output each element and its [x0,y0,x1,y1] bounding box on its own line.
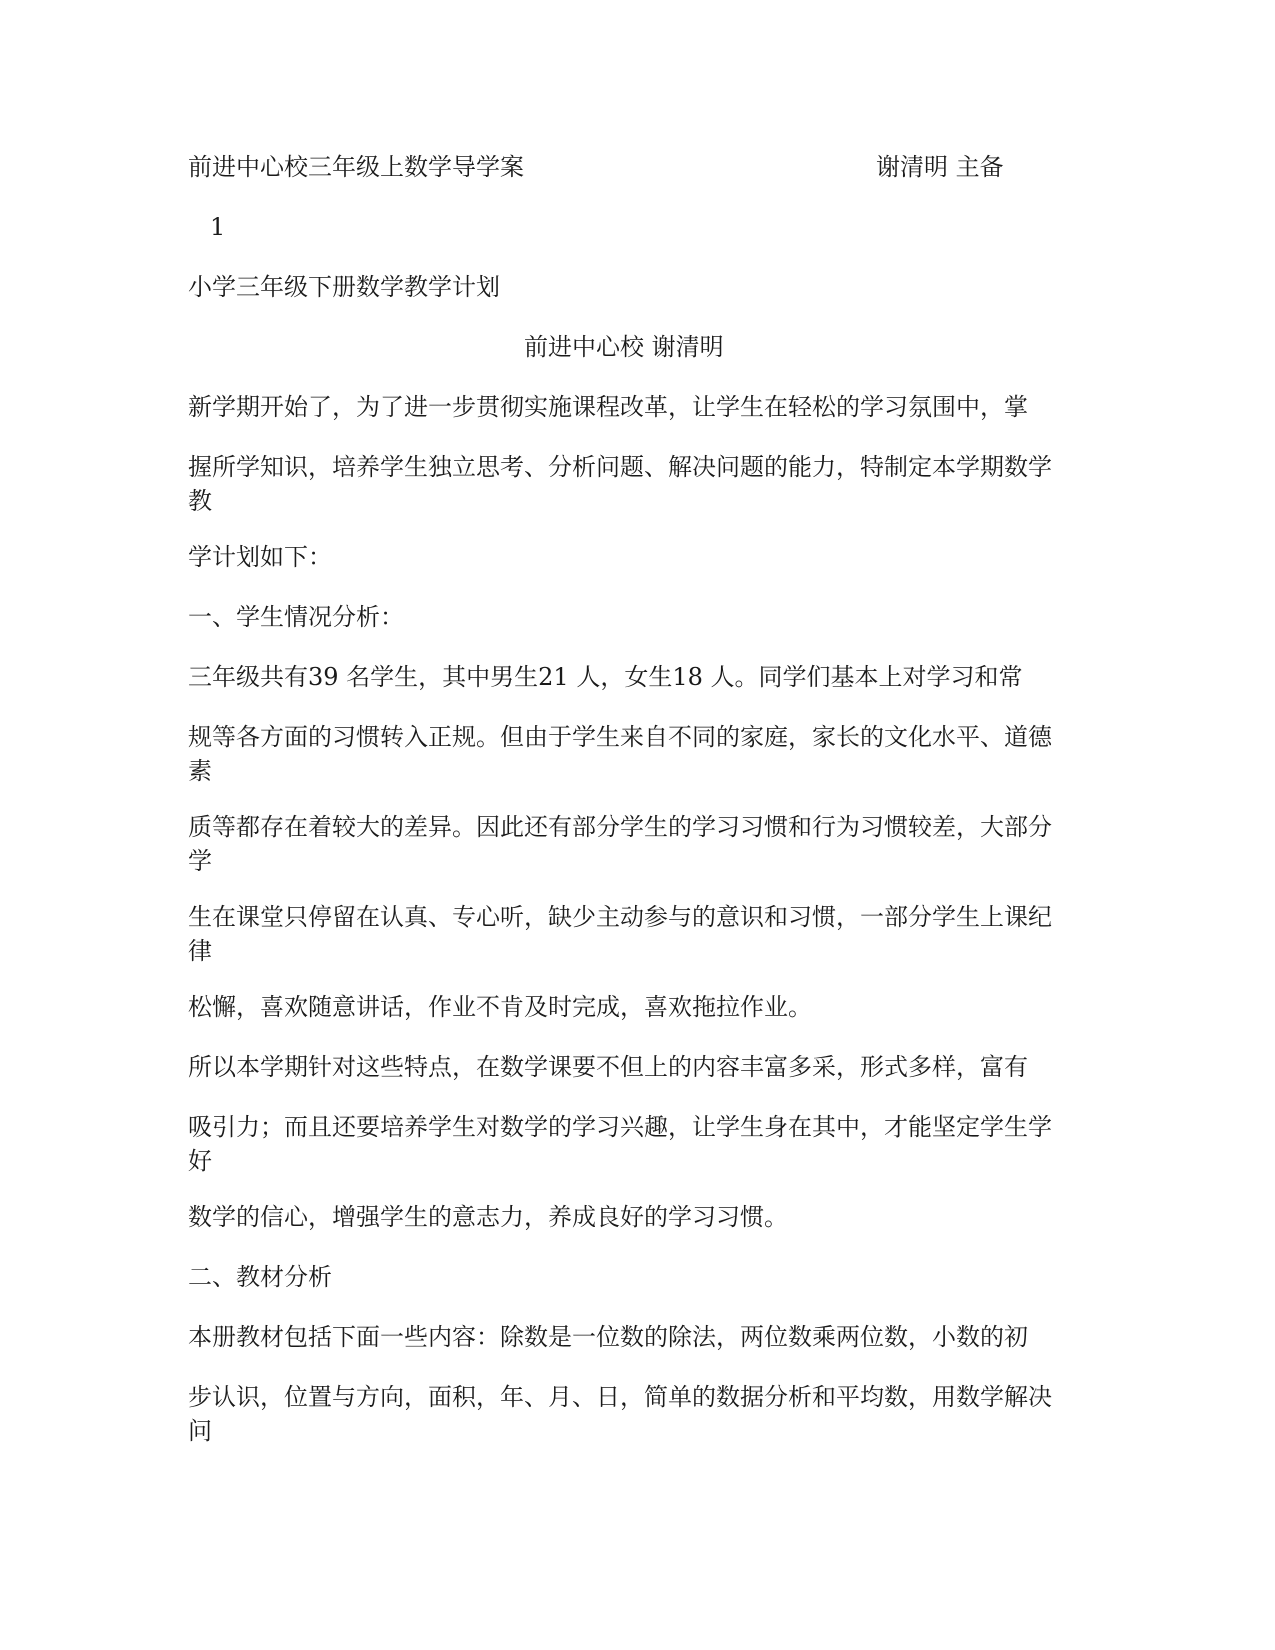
body-line-wrap-tail: 学 [188,847,212,875]
body-line [188,810,1052,878]
section-heading [188,1260,332,1294]
header-school-title: 前进中心校三年级上数学导学案 [188,153,524,181]
body-line [188,1380,1052,1448]
body-line-wrap-tail: 教 [188,487,212,515]
body-line [188,1050,1028,1084]
body-line [188,1110,1052,1178]
body-line-text: 松懈，喜欢随意讲话，作业不肯及时完成，喜欢拖拉作业。 [188,993,812,1021]
body-line [188,450,1052,518]
body-line-text: 规等各方面的习惯转入正规。但由于学生来自不同的家庭，家长的文化水平、道德 [188,723,1052,751]
body-line-text: 吸引力；而且还要培养学生对数学的学习兴趣，让学生身在其中，才能坚定学生学 [188,1113,1052,1141]
body-line-wrap-tail: 律 [188,937,212,965]
body-line [188,900,1052,968]
body-line-text: 本册教材包括下面一些内容：除数是一位数的除法，两位数乘两位数，小数的初 [188,1323,1028,1351]
body-line-text: 三年级共有39 名学生，其中男生21 人，女生18 人。同学们基本上对学习和常 [188,663,1023,691]
body-line [188,990,812,1024]
body-line-text: 握所学知识，培养学生独立思考、分析问题、解决问题的能力，特制定本学期数学 [188,453,1052,481]
body-line [188,660,1023,694]
section-heading-text: 二、教材分析 [188,1263,332,1291]
body-line [188,390,1028,424]
body-line-wrap-tail: 好 [188,1147,212,1175]
document-author-line: 前进中心校 谢清明 [524,333,724,361]
body-line-wrap-tail: 素 [188,757,212,785]
body-line [188,1320,1028,1354]
header-author: 谢清明 主备 [876,153,1004,181]
body-line-text: 质等都存在着较大的差异。因此还有部分学生的学习习惯和行为习惯较差，大部分 [188,813,1052,841]
body-line [188,540,332,574]
body-line-text: 所以本学期针对这些特点，在数学课要不但上的内容丰富多采，形式多样，富有 [188,1053,1028,1081]
body-line [188,1200,788,1234]
body-line-text: 新学期开始了，为了进一步贯彻实施课程改革，让学生在轻松的学习氛围中，掌 [188,393,1028,421]
section-heading [188,600,404,634]
section-heading-text: 一、学生情况分析： [188,603,404,631]
body-line-wrap-tail: 问 [188,1417,212,1445]
body-line [188,720,1052,788]
document-title: 小学三年级下册数学教学计划 [188,273,500,301]
body-line-text: 步认识，位置与方向，面积，年、月、日，简单的数据分析和平均数，用数学解决 [188,1383,1052,1411]
body-line-text: 生在课堂只停留在认真、专心听，缺少主动参与的意识和习惯，一部分学生上课纪 [188,903,1052,931]
body-line-text: 数学的信心，增强学生的意志力，养成良好的学习习惯。 [188,1203,788,1231]
body-line-text: 学计划如下： [188,543,332,571]
page-number: 1 [210,213,226,241]
